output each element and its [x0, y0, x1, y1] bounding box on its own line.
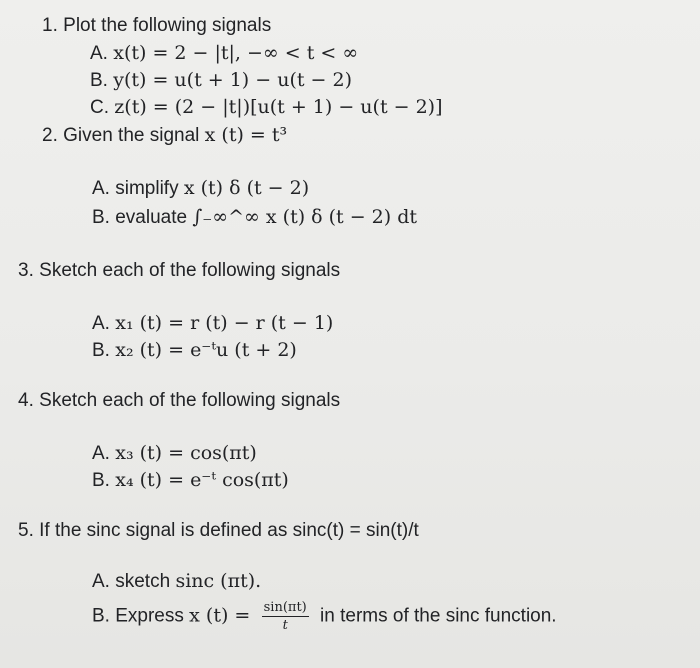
problem-5-heading — [18, 519, 419, 543]
fraction-denominator: t — [282, 618, 288, 633]
part-math: x₁ (t) = r (t) − r (t − 1) — [115, 312, 334, 334]
part-text: evaluate — [115, 207, 188, 228]
part-label: B. — [92, 207, 110, 228]
problem-2-part-b — [92, 205, 417, 230]
part-math: ∫₋∞^∞ x (t) δ (t − 2) dt — [192, 206, 418, 228]
part-math: y(t) = u(t + 1) − u(t − 2) — [113, 69, 352, 91]
part-math: x₄ (t) = e⁻ᵗ cos(πt) — [115, 469, 289, 491]
problem-3-heading — [18, 259, 340, 283]
problem-1-part-b — [90, 68, 352, 93]
part-label: A. — [92, 313, 110, 334]
part-label: B. — [90, 70, 108, 91]
part-label: B. — [92, 470, 110, 491]
part-math: sinc (πt). — [175, 570, 262, 592]
problem-text: Plot the following signals — [63, 15, 272, 36]
problem-1-part-c — [90, 95, 443, 120]
sinc-fraction — [262, 601, 309, 632]
problem-number: 3. — [18, 260, 34, 281]
part-label: B. — [92, 605, 110, 627]
part-suffix: in terms of the sinc function. — [320, 605, 557, 627]
problem-2-heading — [42, 123, 287, 148]
part-text: sketch — [115, 571, 171, 592]
part-text: simplify — [115, 178, 179, 199]
part-label: A. — [90, 43, 108, 64]
problem-3-part-a — [92, 311, 333, 336]
problem-math: x (t) = t³ — [204, 124, 288, 146]
problem-number: 1. — [42, 15, 58, 36]
problem-1-heading — [42, 14, 271, 38]
part-math: x(t) = 2 − |t|, −∞ < t < ∞ — [113, 42, 359, 64]
problem-5-part-a — [92, 569, 261, 594]
part-text: Express — [115, 605, 184, 627]
problem-1-part-a — [90, 41, 358, 66]
problem-5-part-b — [92, 601, 557, 632]
problem-text: Sketch each of the following signals — [39, 390, 341, 411]
part-math: x (t) δ (t − 2) — [183, 177, 310, 199]
problem-2-part-a — [92, 176, 309, 201]
problem-text: Given the signal — [63, 125, 200, 146]
problem-text: If the sinc signal is defined as sinc(t) = sin(t)/t — [39, 520, 419, 541]
problem-text: Sketch each of the following signals — [39, 260, 341, 281]
part-label: A. — [92, 571, 110, 592]
part-math: x₃ (t) = cos(πt) — [115, 442, 257, 464]
part-math: x₂ (t) = e⁻ᵗu (t + 2) — [115, 339, 297, 361]
part-math: z(t) = (2 − |t|)[u(t + 1) − u(t − 2)] — [114, 96, 443, 118]
part-label: C. — [90, 97, 109, 118]
problem-4-part-a — [92, 441, 257, 466]
problem-number: 4. — [18, 390, 34, 411]
part-math: x (t) = — [189, 604, 251, 627]
problem-number: 2. — [42, 125, 58, 146]
part-label: A. — [92, 178, 110, 199]
problem-4-heading — [18, 389, 340, 413]
part-label: B. — [92, 340, 110, 361]
problem-4-part-b — [92, 468, 289, 493]
part-label: A. — [92, 443, 110, 464]
problem-3-part-b — [92, 338, 297, 363]
fraction-numerator: sin(πt) — [263, 600, 307, 615]
problem-number: 5. — [18, 520, 34, 541]
